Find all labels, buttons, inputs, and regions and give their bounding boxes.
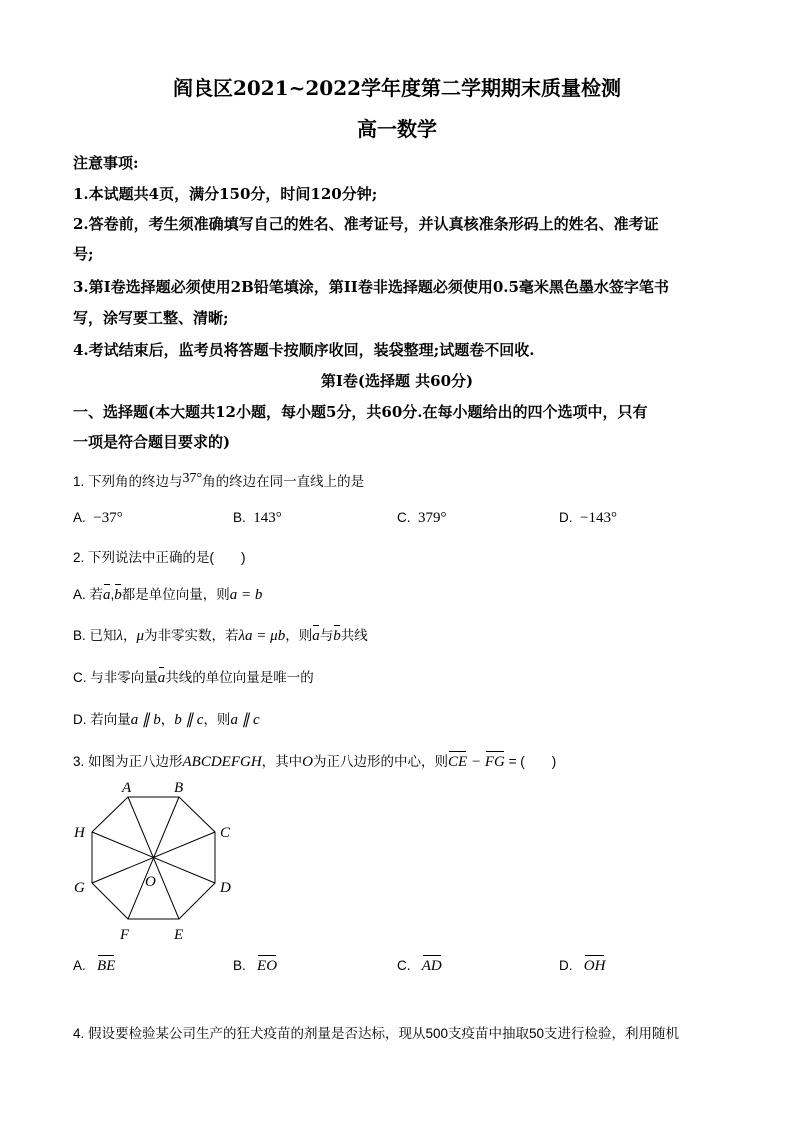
vertex-g: G — [74, 880, 85, 896]
q1-option-a[interactable]: A. −37° — [73, 510, 123, 526]
q3-option-b[interactable]: B. EO — [233, 958, 278, 974]
q1-post: 角的终边在同一直线上的是 — [202, 474, 365, 489]
note-3b: 写，涂写要工整、清晰; — [73, 309, 229, 327]
part1-title: 第I卷(选择题 共60分) — [320, 372, 474, 390]
vertex-b: B — [174, 780, 184, 796]
q1-option-b[interactable]: B. 143° — [233, 510, 282, 526]
section-heading-b: 一项是符合题目要求的) — [73, 433, 231, 451]
q2-option-c[interactable]: C. 与非零向量a共线的单位向量是唯一的 — [73, 670, 314, 686]
note-2a: 2.答卷前，考生须准确填写自己的姓名、准考证号，并认真核准条形码上的姓名、准考证 — [73, 215, 659, 233]
q3-option-d[interactable]: D. OH — [559, 958, 606, 974]
q1-option-d[interactable]: D. −143° — [559, 510, 617, 526]
note-1: 1.本试题共4页，满分150分，时间120分钟; — [73, 185, 378, 203]
vertex-d: D — [220, 880, 231, 896]
vertex-c: C — [220, 825, 231, 841]
question-3: 3. 如图为正八边形ABCDEFGH，其中O为正八边形的中心，则CE − FG = ( ) — [73, 754, 557, 770]
q2-option-a[interactable]: A. 若a,b都是单位向量，则a = b — [73, 587, 263, 603]
q3-option-c[interactable]: C. AD — [397, 958, 442, 974]
note-3a: 3.第I卷选择题必须使用2B铅笔填涂，第II卷非选择题必须使用0.5毫米黑色墨水签字笔书 — [73, 278, 669, 296]
center-o: O — [145, 874, 156, 890]
q2-option-d[interactable]: D. 若向量a ∥ b，b ∥ c，则a ∥ c — [73, 712, 260, 728]
note-2b: 号; — [73, 245, 94, 263]
exam-title: 阎良区2021~2022学年度第二学期期末质量检测 — [172, 76, 622, 100]
vertex-e: E — [174, 927, 184, 943]
q1-pre: 1. 下列角的终边与 — [73, 474, 183, 489]
question-2: 2. 下列说法中正确的是( ) — [73, 550, 246, 565]
q2-option-b[interactable]: B. 已知λ，μ为非零实数，若λa = μb，则a与b共线 — [73, 628, 368, 644]
notes-heading: 注意事项: — [73, 154, 139, 172]
vertex-a: A — [122, 780, 132, 796]
q1-angle: 37° — [182, 471, 203, 486]
subject-title: 高一数学 — [357, 117, 437, 141]
section-heading-a: 一、选择题(本大题共12小题，每小题5分，共60分.在每小题给出的四个选项中，只有 — [73, 403, 648, 421]
vertex-h: H — [74, 825, 85, 841]
note-4: 4.考试结束后，监考员将答题卡按顺序收回，装袋整理;试题卷不回收. — [73, 341, 535, 359]
question-4: 4. 假设要检验某公司生产的狂犬疫苗的剂量是否达标，现从500支疫苗中抽取50支进行检验，利用随机 — [73, 1026, 680, 1041]
question-1 — [73, 470, 364, 491]
octagon-figure — [68, 778, 248, 948]
vertex-f: F — [120, 927, 130, 943]
q3-option-a[interactable]: A. BE — [73, 958, 116, 974]
q1-option-c[interactable]: C. 379° — [397, 510, 447, 526]
